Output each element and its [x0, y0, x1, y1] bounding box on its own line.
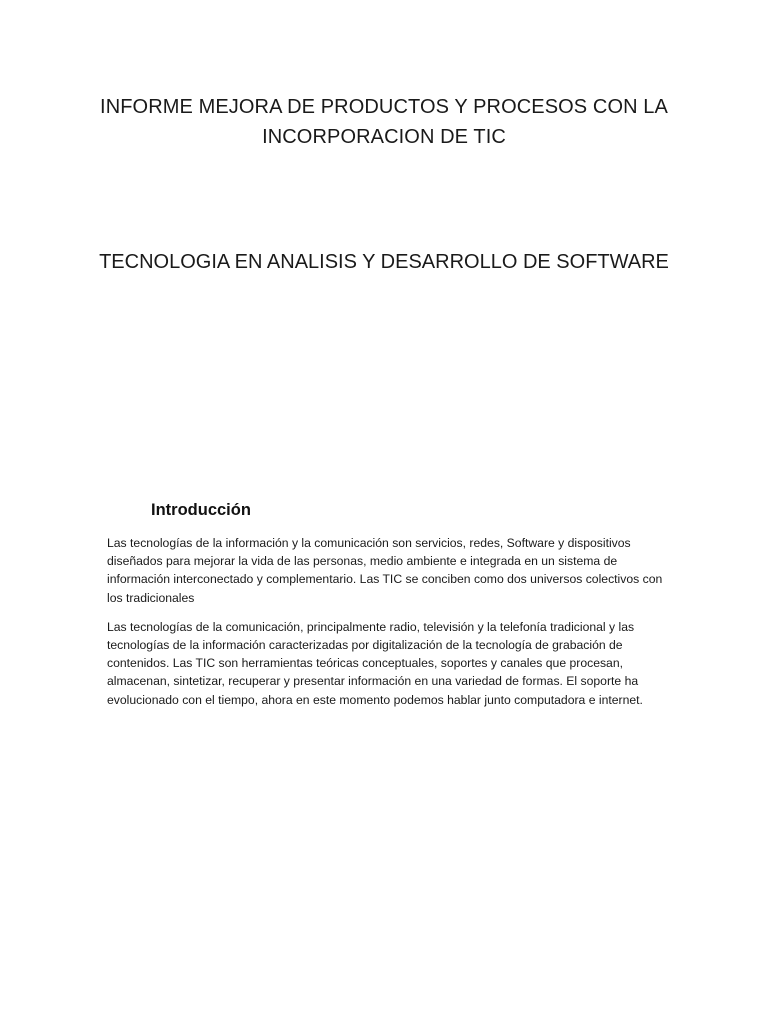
title-line-1: INFORME MEJORA DE PRODUCTOS Y PROCESOS CON LA	[100, 96, 668, 118]
document-subtitle: TECNOLOGIA EN ANALISIS Y DESARROLLO DE SOFTWARE	[99, 251, 669, 273]
section-heading-introduccion: Introducción	[151, 501, 251, 519]
title-line-2: INCORPORACION DE TIC	[262, 126, 506, 148]
document-title	[0, 92, 768, 152]
section-body	[107, 534, 667, 720]
paragraph-2: Las tecnologías de la comunicación, principalmente radio, televisión y la telefonía tradicional y las tecnologías de la información caracterizadas por digitalización de la tecnología de grabación de contenidos. Las TIC son herramientas teóricas conceptuales, soportes y canales que procesan, almacenan, sintetizar, recuperar y presentar información en una variedad de formas. El soporte ha evolucionado con el tiempo, ahora en este momento podemos hablar junto computadora e internet.	[107, 619, 643, 707]
paragraph-1: Las tecnologías de la información y la comunicación son servicios, redes, Software y dispositivos diseñados para mejorar la vida de las personas, medio ambiente e integrada en un sistema de información interconectado y complementario. Las TIC se conciben como dos universos colectivos con los tradicionales	[107, 536, 663, 605]
